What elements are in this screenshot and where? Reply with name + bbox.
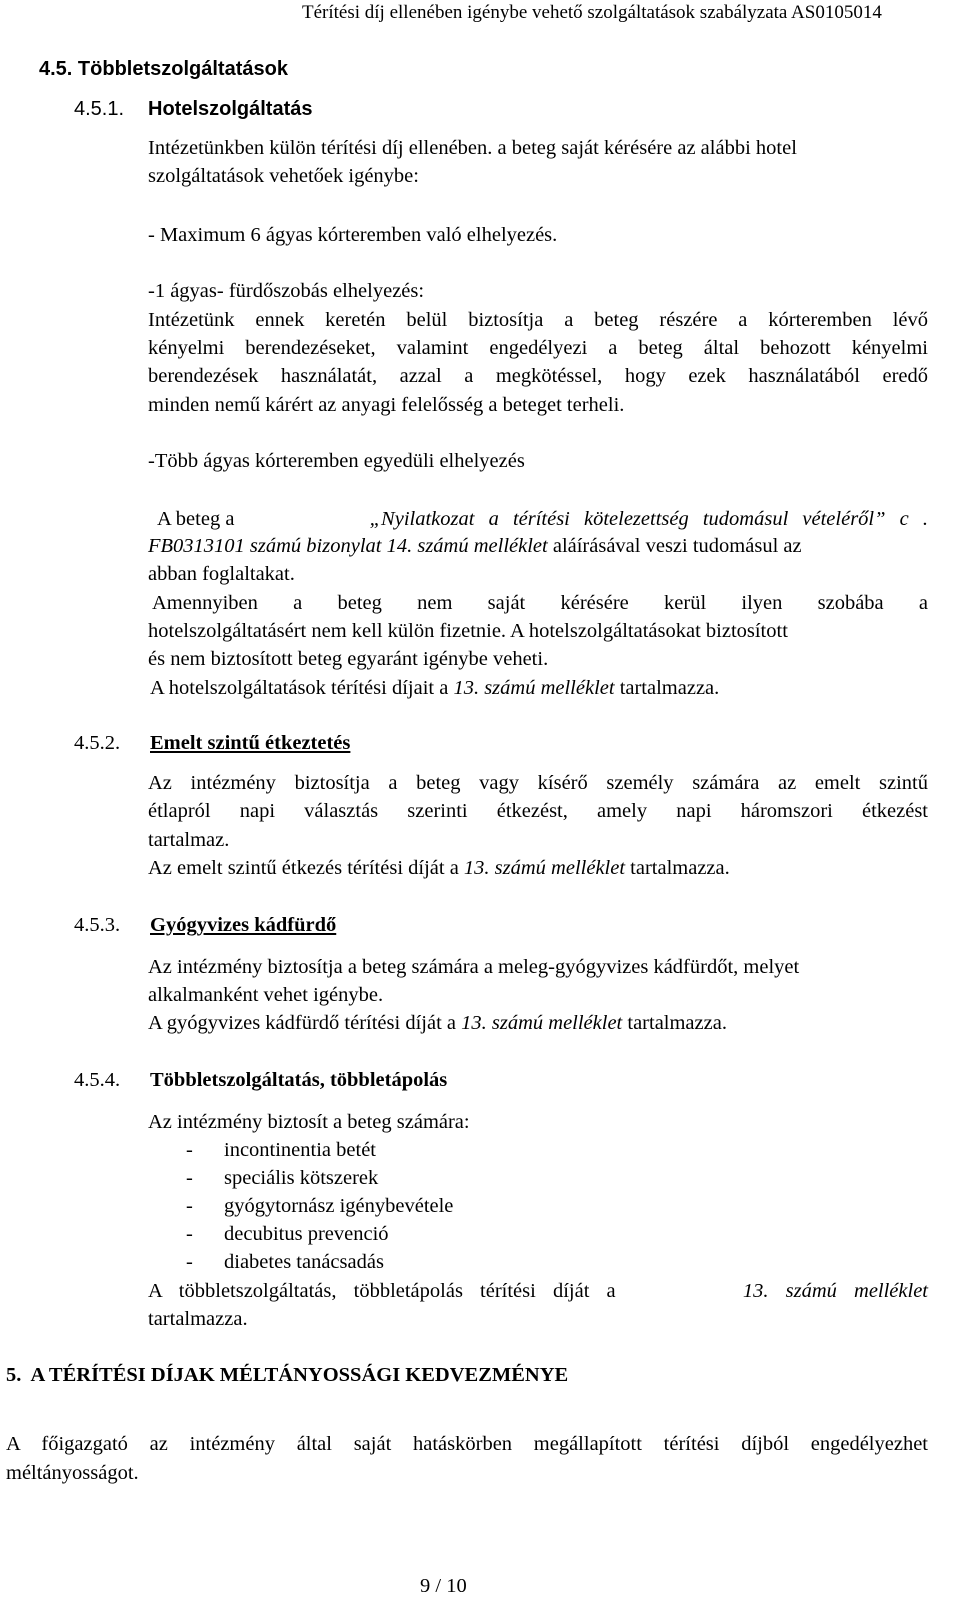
text-span: tartalmazza.: [622, 1012, 727, 1034]
annex-reference: 13. számú melléklet: [742, 1280, 928, 1302]
text-span: tartalmazza.: [614, 677, 720, 699]
section-4-5-title: 4.5. Többletszolgáltatások: [39, 58, 288, 80]
bullet-dash: -: [186, 1195, 193, 1217]
paragraph-line: és nem biztosított beteg egyaránt igénybe veheti.: [148, 648, 549, 670]
annex-reference: 13. számú melléklet: [461, 1012, 623, 1034]
paragraph-line: - Maximum 6 ágyas kórteremben való elhelyezés.: [148, 224, 558, 246]
paragraph-line: alkalmanként vehet igénybe.: [148, 984, 384, 1006]
paragraph-line: hotelszolgáltatásért nem kell külön fizetnie. A hotelszolgáltatásokat biztosított: [148, 620, 788, 642]
paragraph-line: kényelmi berendezéseket, valamint engedélyezi a beteg által behozott kényelmi: [148, 337, 928, 359]
text-span: tartalmazza.: [625, 857, 730, 879]
paragraph-line: tartalmaz.: [148, 829, 230, 851]
section-4-5-2-heading: [74, 729, 350, 757]
paragraph-line: berendezések használatát, azzal a megkötéssel, hogy ezek használatából eredő: [148, 365, 928, 387]
list-item: [186, 1192, 453, 1220]
paragraph-line: -1 ágyas- fürdőszobás elhelyezés:: [148, 280, 425, 302]
list-item-label: gyógytornász igénybevétele: [224, 1195, 454, 1217]
text-span: A beteg a: [157, 508, 235, 530]
section-4-5-3-heading: [74, 911, 336, 939]
section-4-5-1-heading: [74, 95, 312, 123]
paragraph-line: minden nemű kárért az anyagi felelősség a beteget terheli.: [148, 394, 625, 416]
list-item-label: diabetes tanácsadás: [224, 1251, 384, 1273]
bullet-dash: -: [186, 1139, 193, 1161]
text-span: A hotelszolgáltatások térítési díjait a: [150, 677, 454, 699]
section-title: Többletszolgáltatás, többletápolás: [150, 1069, 448, 1091]
annex-reference: 13. számú melléklet: [453, 677, 615, 699]
list-item: [186, 1220, 389, 1248]
bullet-dash: -: [186, 1223, 193, 1245]
list-item: [186, 1136, 376, 1164]
page-number: 9 / 10: [420, 1575, 467, 1597]
text-span: Az emelt szintű étkezés térítési díját a: [148, 857, 464, 879]
list-item-label: decubitus prevenció: [224, 1223, 389, 1245]
paragraph-line: méltányosságot.: [6, 1462, 139, 1484]
paragraph-line: Amennyiben a beteg nem saját kérésére kerül ilyen szobába a: [152, 592, 928, 614]
paragraph-line: étlapról napi választás szerinti étkezést, amely napi háromszori étkezést: [148, 800, 928, 822]
paragraph-line: A főigazgató az intézmény által saját hatáskörben megállapított térítési díjból engedélyezhet: [6, 1433, 928, 1455]
text-span: A többletszolgáltatás, többletápolás térítési díját a: [148, 1280, 616, 1302]
annex-reference: 13. számú melléklet: [463, 857, 626, 879]
fee-reference-line: [148, 1009, 727, 1037]
text-span: aláírásával veszi tudomásul az: [547, 535, 802, 557]
list-item: [186, 1164, 378, 1192]
paragraph-line: abban foglaltakat.: [148, 563, 295, 585]
section-title: Gyógyvizes kádfürdő: [150, 914, 337, 936]
form-reference: „Nyilatkozat a térítési kötelezettség tudomásul vételéről” c .: [369, 508, 928, 530]
fee-reference-line: [150, 674, 719, 702]
paragraph-line: tartalmazza.: [148, 1308, 248, 1330]
paragraph-line: Intézetünkben külön térítési díj ellenében. a beteg saját kérésére az alábbi hotel: [148, 137, 797, 159]
paragraph-line: Az intézmény biztosítja a beteg vagy kísérő személy számára az emelt szintű: [148, 772, 928, 794]
section-number: 4.5.4.: [74, 1069, 121, 1091]
section-number: 4.5.2.: [74, 732, 121, 754]
form-reference: FB0313101 számú bizonylat 14. számú melléklet: [148, 535, 548, 557]
section-number: 4.5.3.: [74, 914, 121, 936]
section-title: Hotelszolgáltatás: [148, 98, 313, 120]
section-5-title: 5. A TÉRÍTÉSI DÍJAK MÉLTÁNYOSSÁGI KEDVEZMÉNYE: [6, 1364, 569, 1386]
section-4-5-4-heading: [74, 1066, 447, 1094]
bullet-dash: -: [186, 1251, 193, 1273]
page-header: Térítési díj ellenében igénybe vehető szolgáltatások szabályzata AS0105014: [302, 2, 882, 23]
paragraph-line: szolgáltatások vehetőek igénybe:: [148, 165, 419, 187]
paragraph-line: -Több ágyas kórteremben egyedüli elhelyezés: [148, 450, 525, 472]
fee-reference-line: [148, 854, 730, 882]
fee-reference-line: [148, 1277, 928, 1305]
declaration-line: [157, 505, 928, 533]
text-span: A gyógyvizes kádfürdő térítési díját a: [148, 1012, 462, 1034]
paragraph-line: Intézetünk ennek keretén belül biztosítja a beteg részére a kórteremben lévő: [148, 309, 928, 331]
declaration-line: [148, 532, 802, 560]
list-item-label: speciális kötszerek: [224, 1167, 379, 1189]
bullet-dash: -: [186, 1167, 193, 1189]
list-item: [186, 1248, 384, 1276]
section-number: 4.5.1.: [74, 98, 125, 120]
paragraph-line: Az intézmény biztosít a beteg számára:: [148, 1111, 470, 1133]
list-item-label: incontinentia betét: [224, 1139, 376, 1161]
paragraph-line: Az intézmény biztosítja a beteg számára a meleg-gyógyvizes kádfürdőt, melyet: [148, 956, 800, 978]
section-title: Emelt szintű étkeztetés: [150, 732, 351, 754]
